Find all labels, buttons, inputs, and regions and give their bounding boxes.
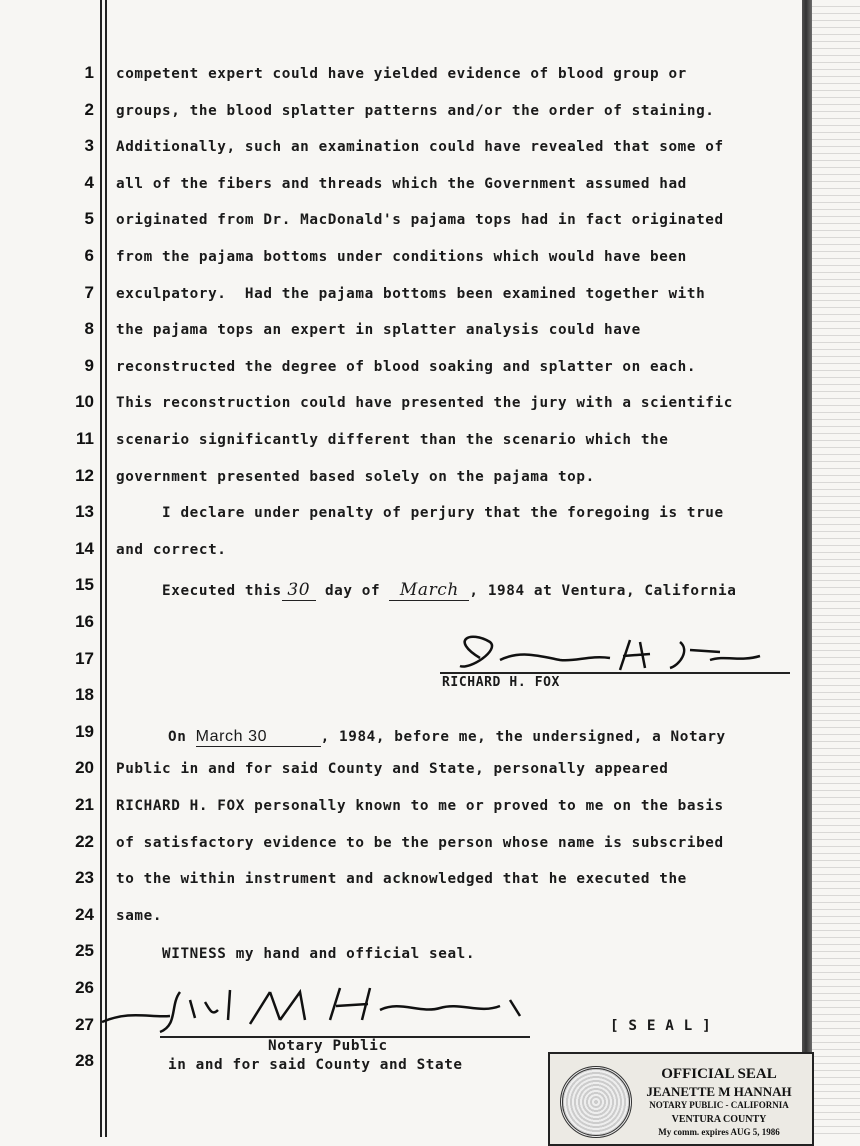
line-number: 24: [75, 904, 94, 924]
line-number: 28: [75, 1051, 94, 1071]
notary-on-prefix: On: [168, 729, 187, 745]
line-number: 20: [75, 758, 94, 778]
body-line: scenario significantly different than the scenario which the: [116, 432, 669, 448]
notary-line19-suffix: , 1984, before me, the undersigned, a Notary: [320, 729, 726, 745]
line-number: 16: [75, 612, 94, 631]
notary-line-19: [168, 728, 726, 747]
line-number: 7: [84, 282, 94, 302]
line-number: 4: [84, 172, 94, 192]
notary-title: Notary Public: [268, 1038, 388, 1054]
body-line: originated from Dr. MacDonald's pajama tops had in fact originated: [116, 212, 724, 229]
notary-date: March 30: [196, 728, 321, 747]
line-number: 3: [84, 136, 94, 156]
official-seal-stamp: [548, 1052, 814, 1146]
body-line: the pajama tops an expert in splatter analysis could have: [116, 322, 641, 339]
line-number: 5: [84, 209, 94, 229]
line-number: 8: [84, 319, 94, 339]
line-number: 10: [75, 392, 94, 412]
body-line: This reconstruction could have presented the jury with a scientific: [116, 395, 733, 412]
notary-line: Public in and for said County and State, personally appeared: [116, 761, 669, 778]
executed-month: March: [389, 580, 469, 601]
body-line: reconstructed the degree of blood soaking and splatter on each.: [116, 358, 697, 375]
executed-line: [116, 580, 736, 601]
line-number: 13: [75, 502, 94, 522]
notary-line: of satisfactory evidence to be the person whose name is subscribed: [116, 834, 724, 851]
line-number: 6: [84, 246, 94, 265]
notary-line: RICHARD H. FOX personally known to me or proved to me on the basis: [116, 798, 724, 814]
seal-label: [ S E A L ]: [610, 1018, 712, 1034]
page-edge-shadow: [802, 0, 812, 1137]
line-number: 14: [75, 538, 94, 558]
line-number: 19: [75, 721, 94, 741]
body-line: and correct.: [116, 541, 227, 558]
body-line: I declare under penalty of perjury that the foregoing is true: [116, 505, 724, 522]
line-number: 2: [84, 99, 94, 119]
line-number: 11: [76, 429, 94, 448]
left-margin-rule-inner: [105, 0, 107, 1137]
notary-line: same.: [116, 907, 163, 924]
seal-commission: My comm. expires AUG 5, 1986: [658, 1127, 780, 1137]
seal-name: JEANETTE M HANNAH: [646, 1084, 792, 1099]
body-line: Additionally, such an examination could have revealed that some of: [116, 139, 724, 156]
line-number: 17: [75, 648, 94, 668]
body-line: all of the fibers and threads which the Government assumed had: [116, 175, 687, 192]
executed-day: 30: [282, 580, 316, 601]
line-number: 21: [75, 795, 94, 814]
notary-signature-text: [200, 1000, 222, 1001]
notary-jurisdiction: in and for said County and State: [168, 1057, 463, 1073]
seal-emblem-icon: [560, 1066, 632, 1138]
line-number: 22: [75, 831, 94, 851]
page-edge-noise: [812, 0, 860, 1137]
body-line: groups, the blood splatter patterns and/or the order of staining.: [116, 102, 715, 119]
line-number: 9: [84, 355, 94, 375]
line-number: 27: [75, 1014, 94, 1034]
executed-middle: day of: [324, 583, 381, 599]
notary-line: to the within instrument and acknowledged that he executed the: [116, 871, 687, 888]
line-number: 18: [75, 685, 94, 705]
line-number: 1: [84, 63, 94, 82]
body-line: from the pajama bottoms under conditions which would have been: [116, 249, 687, 265]
declarant-signature-text: [470, 650, 487, 651]
body-line: exculpatory. Had the pajama bottoms been examined together with: [116, 285, 706, 302]
witness-line: WITNESS my hand and official seal.: [116, 946, 476, 962]
body-line: competent expert could have yielded evidence of blood group or: [116, 66, 687, 82]
line-number: 15: [75, 575, 94, 595]
line-number: 23: [75, 868, 94, 888]
executed-prefix: Executed this: [116, 583, 282, 599]
seal-title: OFFICIAL SEAL: [661, 1066, 777, 1082]
seal-county: VENTURA COUNTY: [671, 1114, 767, 1125]
executed-suffix: , 1984 at Ventura, California: [469, 583, 737, 599]
body-line: government presented based solely on the pajama top.: [116, 468, 595, 485]
seal-role: NOTARY PUBLIC - CALIFORNIA: [649, 1100, 789, 1110]
line-number: 26: [75, 978, 94, 997]
notary-signature-drawing: [100, 980, 540, 1040]
left-margin-rule: [100, 0, 102, 1137]
declarant-signature-line: [440, 672, 790, 674]
line-number: 25: [75, 941, 94, 961]
line-number: 12: [75, 465, 94, 485]
declarant-printed-name: RICHARD H. FOX: [442, 675, 560, 690]
